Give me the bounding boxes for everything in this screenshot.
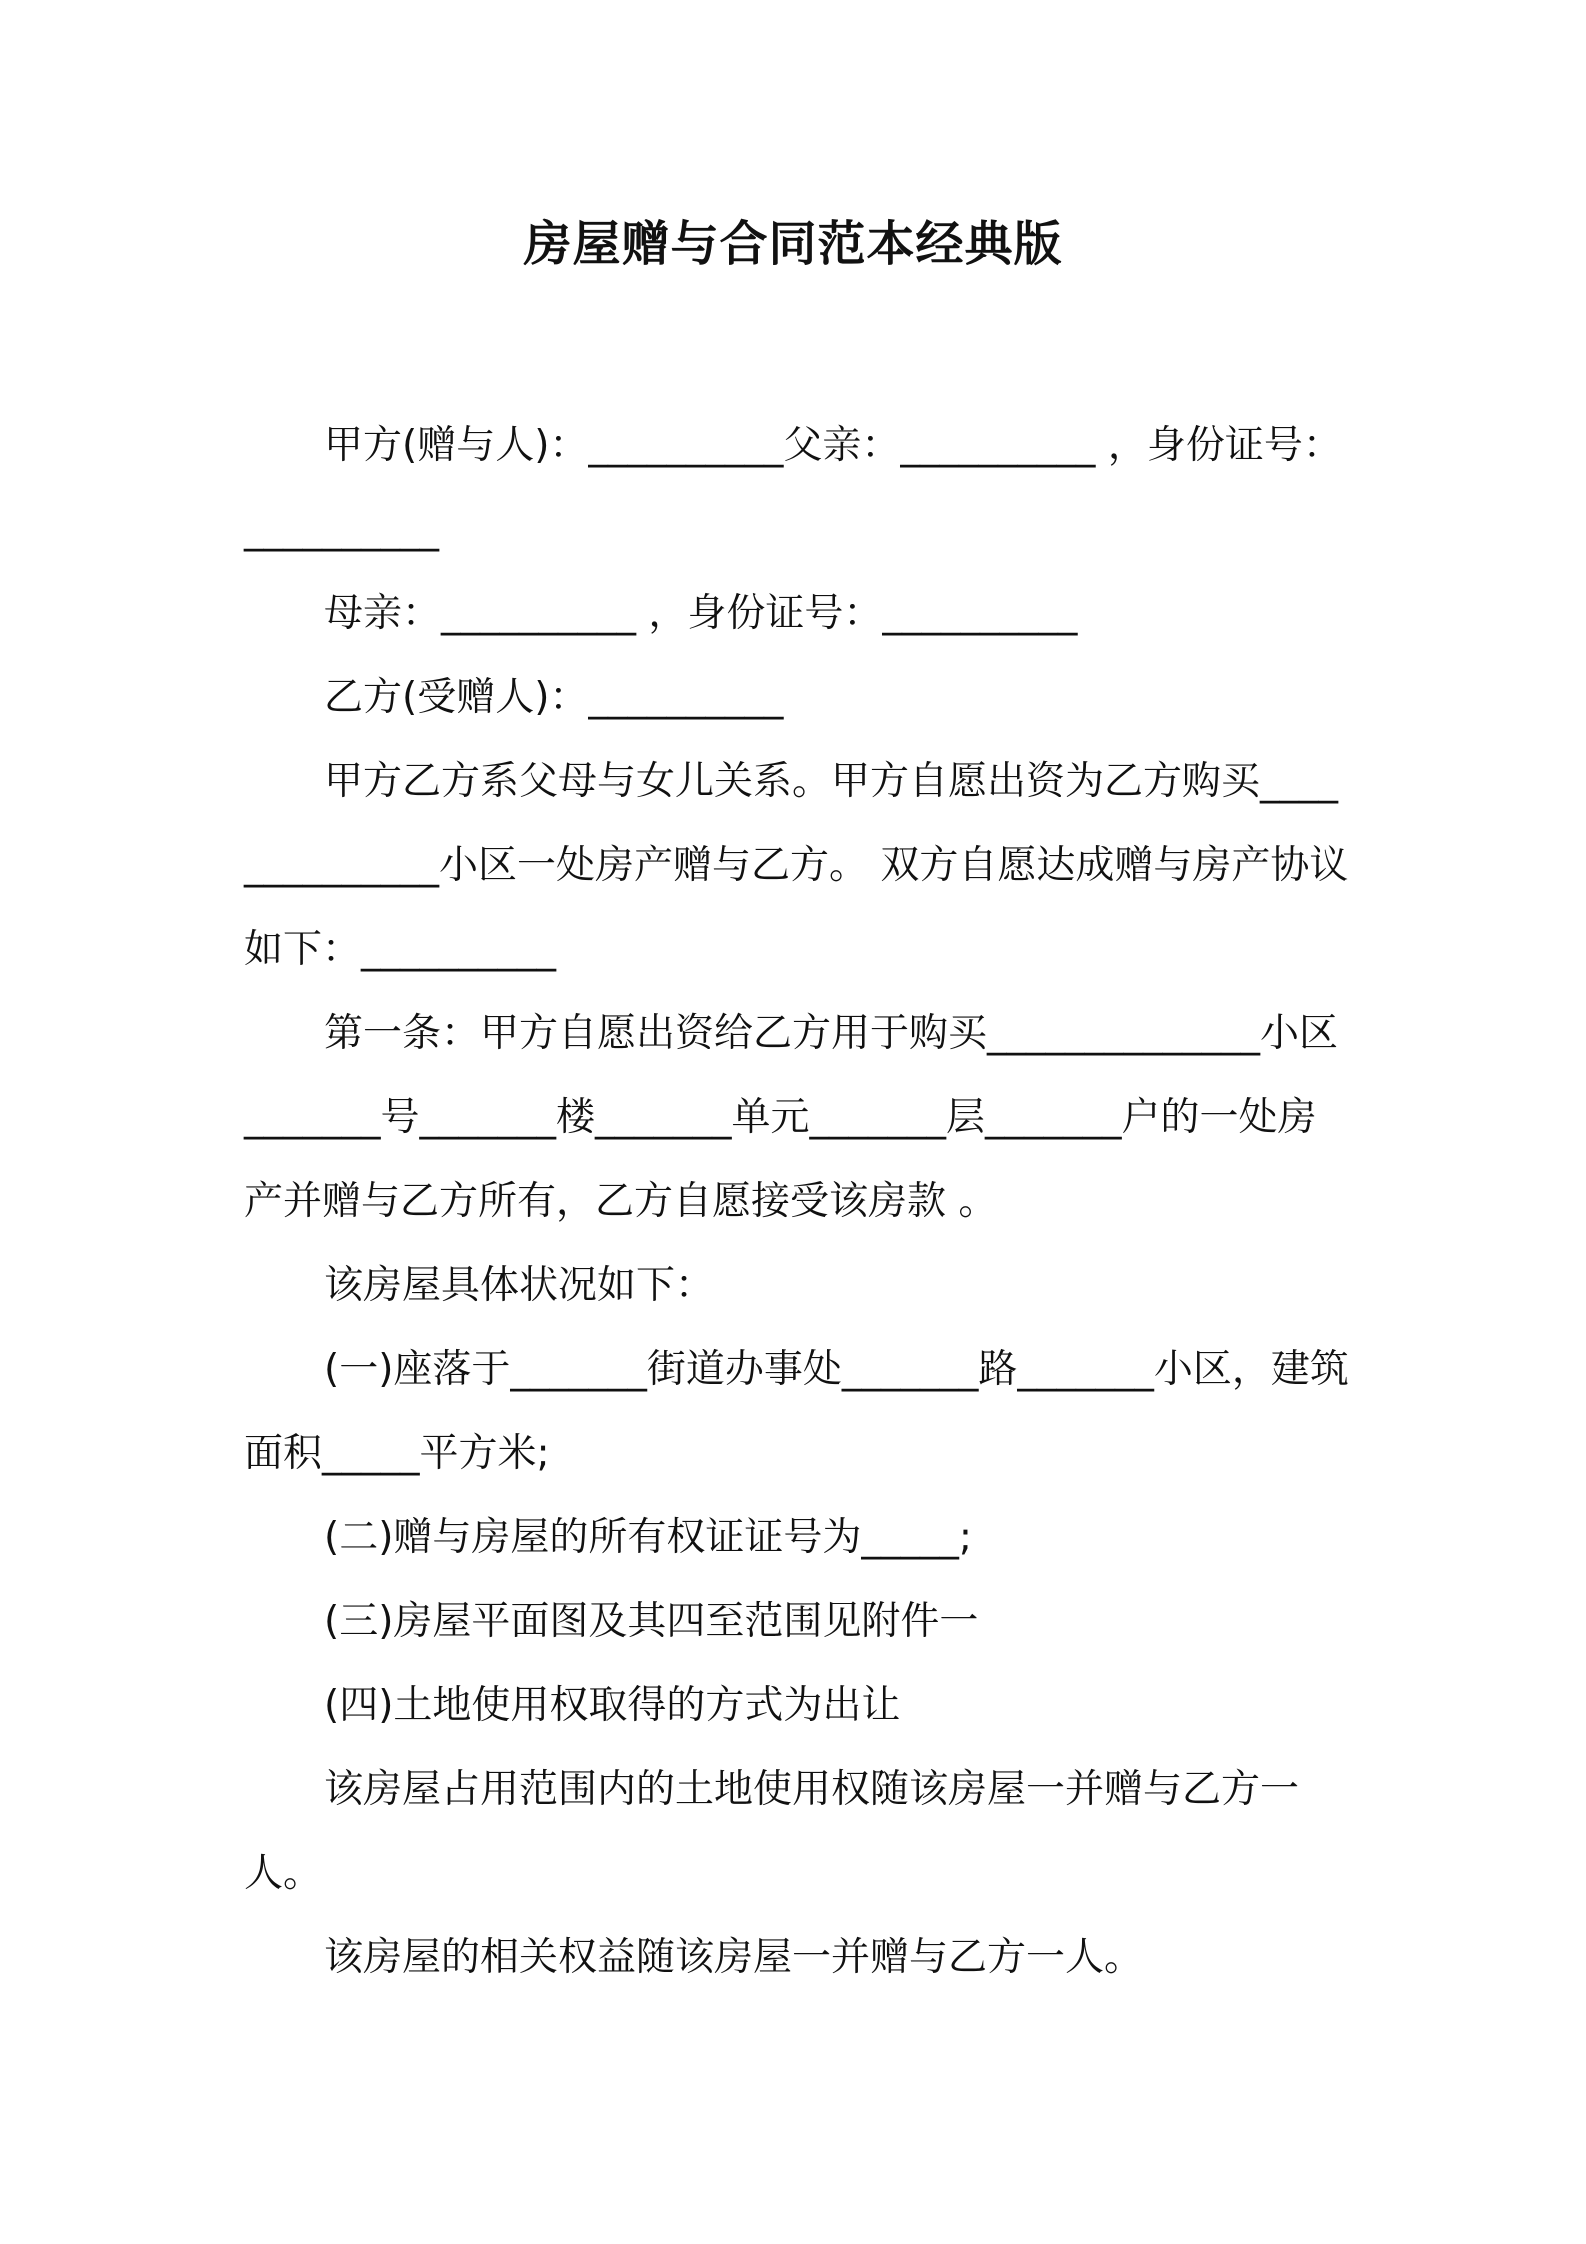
paragraph-article-one: 第一条：甲方自愿出资给乙方用于购买______________小区_______号_______楼_______单元_______层_______户的一处房产并赠与乙方所有，乙方自愿接受该房款 。	[244, 1011, 1339, 1224]
paragraph-mother: 母亲：__________ ，身份证号：__________	[324, 591, 1078, 636]
document-title: 房屋赠与合同范本经典版	[523, 216, 1063, 272]
paragraph-party-b: 乙方(受赠人)：__________	[324, 675, 784, 720]
paragraph-item-one: (一)座落于_______街道办事处_______路_______小区，建筑面积_____平方米;	[244, 1347, 1349, 1476]
paragraph-relationship: 甲方乙方系父母与女儿关系。甲方自愿出资为乙方购买______________小区一处房产赠与乙方。 双方自愿达成赠与房产协议如下：__________	[244, 759, 1349, 972]
paragraph-item-two: (二)赠与房屋的所有权证证号为_____;	[324, 1515, 973, 1560]
paragraph-land-use: 该房屋占用范围内的土地使用权随该房屋一并赠与乙方一人。	[244, 1767, 1300, 1896]
paragraph-item-four: (四)土地使用权取得的方式为出让	[324, 1683, 901, 1728]
paragraph-house-status: 该房屋具体状况如下：	[324, 1263, 715, 1308]
paragraph-party-a: 甲方(赠与人)：__________父亲：__________ ，身份证号：__________	[244, 423, 1342, 552]
document-body	[244, 404, 1354, 2000]
paragraph-item-three: (三)房屋平面图及其四至范围见附件一	[324, 1599, 979, 1644]
paragraph-related-rights: 该房屋的相关权益随该房屋一并赠与乙方一人。	[324, 1935, 1144, 1980]
